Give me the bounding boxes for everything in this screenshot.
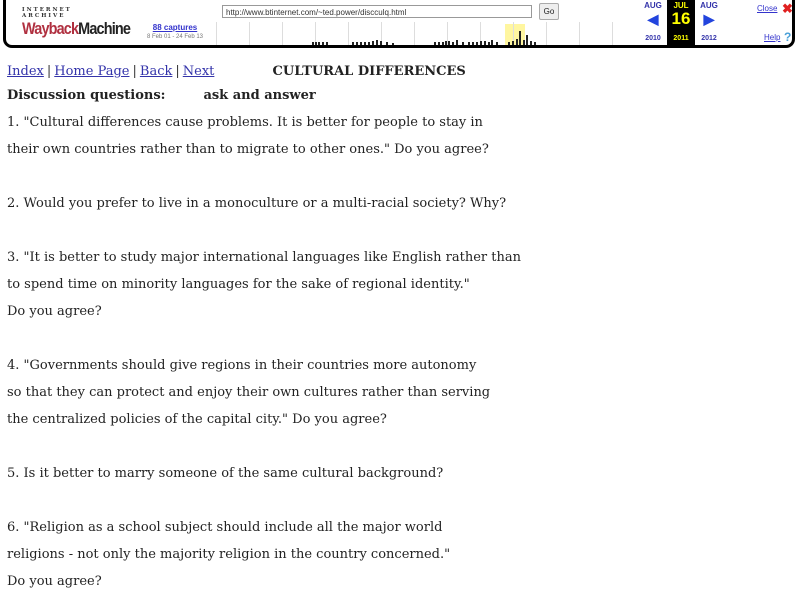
prev-month: AUG	[644, 1, 662, 10]
discussion-questions-label: Discussion questions:	[7, 88, 166, 103]
timeline-capture-bar[interactable]	[312, 42, 314, 45]
timeline-capture-bar[interactable]	[516, 39, 518, 45]
captures-range: 8 Feb 01 - 24 Feb 13	[146, 34, 204, 40]
timeline-capture-bar[interactable]	[386, 42, 388, 45]
ask-and-answer-label: ask and answer	[203, 88, 316, 103]
timeline-capture-bar[interactable]	[352, 42, 354, 45]
question-item	[7, 460, 787, 514]
timeline-capture-bar[interactable]	[456, 40, 458, 45]
nav-back-link[interactable]: Back	[139, 64, 173, 79]
logo-wayback-word: Wayback	[22, 19, 79, 38]
timeline-capture-bar[interactable]	[360, 42, 362, 45]
nav-separator: |	[175, 64, 180, 79]
help-icon[interactable]: ?	[784, 30, 792, 44]
logo-machine-word: Machine	[78, 19, 131, 38]
question-line: Do you agree?	[7, 574, 102, 589]
timeline-capture-bar[interactable]	[368, 42, 370, 45]
next-year: 2012	[701, 35, 717, 42]
next-month: AUG	[700, 1, 718, 10]
timeline-capture-bar[interactable]	[448, 41, 450, 45]
timeline-capture-bar[interactable]	[380, 41, 382, 45]
page-nav	[7, 62, 787, 82]
timeline-year-divider	[249, 22, 250, 45]
timeline-capture-bar[interactable]	[484, 41, 486, 45]
timeline-year-divider	[348, 22, 349, 45]
right-arrow-icon[interactable]: ▶	[703, 11, 715, 27]
questions-list	[7, 109, 787, 595]
spacer	[7, 487, 787, 514]
question-line: 3. "It is better to study major international languages like English rather than	[7, 250, 521, 265]
timeline-capture-bar[interactable]	[472, 42, 474, 45]
question-item	[7, 514, 787, 595]
spacer	[7, 217, 787, 244]
question-line: Do you agree?	[7, 304, 102, 319]
timeline-capture-bar[interactable]	[462, 42, 464, 45]
close-icon[interactable]: ✖	[782, 1, 793, 16]
current-capture	[667, 0, 695, 45]
timeline-capture-bar[interactable]	[438, 42, 440, 45]
question-line: so that they can protect and enjoy their own cultures rather than serving	[7, 385, 491, 400]
timeline-year-divider	[414, 22, 415, 45]
help-link[interactable]: Help	[764, 33, 781, 42]
question-item	[7, 190, 787, 244]
timeline-capture-bar[interactable]	[534, 42, 536, 45]
prev-year: 2010	[645, 35, 661, 42]
timeline-capture-bar[interactable]	[445, 41, 447, 45]
spacer	[7, 163, 787, 190]
timeline-capture-bar[interactable]	[519, 31, 521, 45]
timeline-capture-bar[interactable]	[372, 41, 374, 45]
timeline-year-divider	[579, 22, 580, 45]
captures-link[interactable]: 88 captures	[152, 23, 198, 32]
timeline-capture-bar[interactable]	[530, 41, 532, 45]
nav-index-link[interactable]: Index	[7, 64, 44, 79]
timeline-year-divider	[612, 22, 613, 45]
timeline-capture-bar[interactable]	[508, 42, 510, 45]
timeline-year-divider	[546, 22, 547, 45]
timeline-capture-bar[interactable]	[526, 35, 528, 45]
timeline-capture-bar[interactable]	[442, 42, 444, 45]
question-line: the centralized policies of the capital city." Do you agree?	[7, 412, 387, 427]
timeline-capture-bar[interactable]	[488, 42, 490, 45]
timeline-capture-bar[interactable]	[491, 40, 493, 45]
question-line: to spend time on minority languages for the sake of regional identity."	[7, 277, 470, 292]
nav-separator: |	[132, 64, 137, 79]
calendar-nav	[639, 0, 725, 45]
left-arrow-icon[interactable]: ◀	[647, 11, 659, 27]
nav-home-page-link[interactable]: Home Page	[54, 64, 130, 79]
spacer	[7, 325, 787, 352]
timeline-capture-bar[interactable]	[376, 40, 378, 45]
capture-timeline[interactable]	[212, 22, 642, 45]
close-link[interactable]: Close	[757, 4, 778, 13]
timeline-year-divider	[282, 22, 283, 45]
wayback-logo[interactable]	[22, 7, 131, 41]
captures-info	[140, 23, 210, 40]
question-item	[7, 244, 787, 352]
prev-capture[interactable]	[639, 0, 667, 45]
question-item	[7, 109, 787, 190]
section-heading	[7, 82, 787, 109]
current-month: JUL	[673, 1, 689, 10]
page-title: CULTURAL DIFFERENCES	[272, 64, 466, 79]
next-capture[interactable]	[695, 0, 723, 45]
timeline-capture-bar[interactable]	[512, 41, 514, 45]
logo-wayback-machine-text	[22, 19, 131, 38]
question-line: 2. Would you prefer to live in a monoculture or a multi-racial society? Why?	[7, 196, 507, 211]
timeline-capture-bar[interactable]	[496, 42, 498, 45]
timeline-capture-bar[interactable]	[468, 42, 470, 45]
question-line: their own countries rather than to migrate to other ones." Do you agree?	[7, 142, 489, 157]
question-item	[7, 352, 787, 460]
nav-next-link[interactable]: Next	[182, 64, 215, 79]
timeline-capture-bar[interactable]	[480, 41, 482, 45]
current-year: 2011	[673, 35, 689, 42]
timeline-capture-bar[interactable]	[326, 42, 328, 45]
question-line: 1. "Cultural differences cause problems. It is better for people to stay in	[7, 115, 483, 130]
question-line: religions - not only the majority religion in the country concerned."	[7, 547, 451, 562]
timeline-capture-bar[interactable]	[392, 43, 394, 45]
timeline-capture-bar[interactable]	[318, 42, 320, 45]
page-content	[7, 62, 787, 595]
timeline-capture-bar[interactable]	[364, 42, 366, 45]
nav-separator: |	[46, 64, 52, 79]
timeline-capture-bar[interactable]	[476, 42, 478, 45]
question-line: 6. "Religion as a school subject should include all the major world	[7, 520, 443, 535]
logo-internet-archive-text: INTERNET ARCHIVE	[22, 7, 72, 19]
timeline-capture-bar[interactable]	[434, 42, 436, 45]
timeline-year-divider	[216, 22, 217, 45]
url-input[interactable]: http://www.btinternet.com/~ted.power/discculq.html	[222, 5, 532, 18]
timeline-capture-bar[interactable]	[523, 40, 525, 45]
question-line: 4. "Governments should give regions in their countries more autonomy	[7, 358, 477, 373]
spacer	[7, 433, 787, 460]
timeline-capture-bar[interactable]	[322, 42, 324, 45]
go-button[interactable]: Go	[539, 3, 559, 20]
current-day: 16	[671, 9, 691, 28]
timeline-capture-bar[interactable]	[356, 42, 358, 45]
wayback-toolbar	[3, 0, 795, 48]
question-line: 5. Is it better to marry someone of the same cultural background?	[7, 466, 444, 481]
timeline-capture-bar[interactable]	[452, 42, 454, 45]
timeline-capture-bar[interactable]	[315, 42, 317, 45]
